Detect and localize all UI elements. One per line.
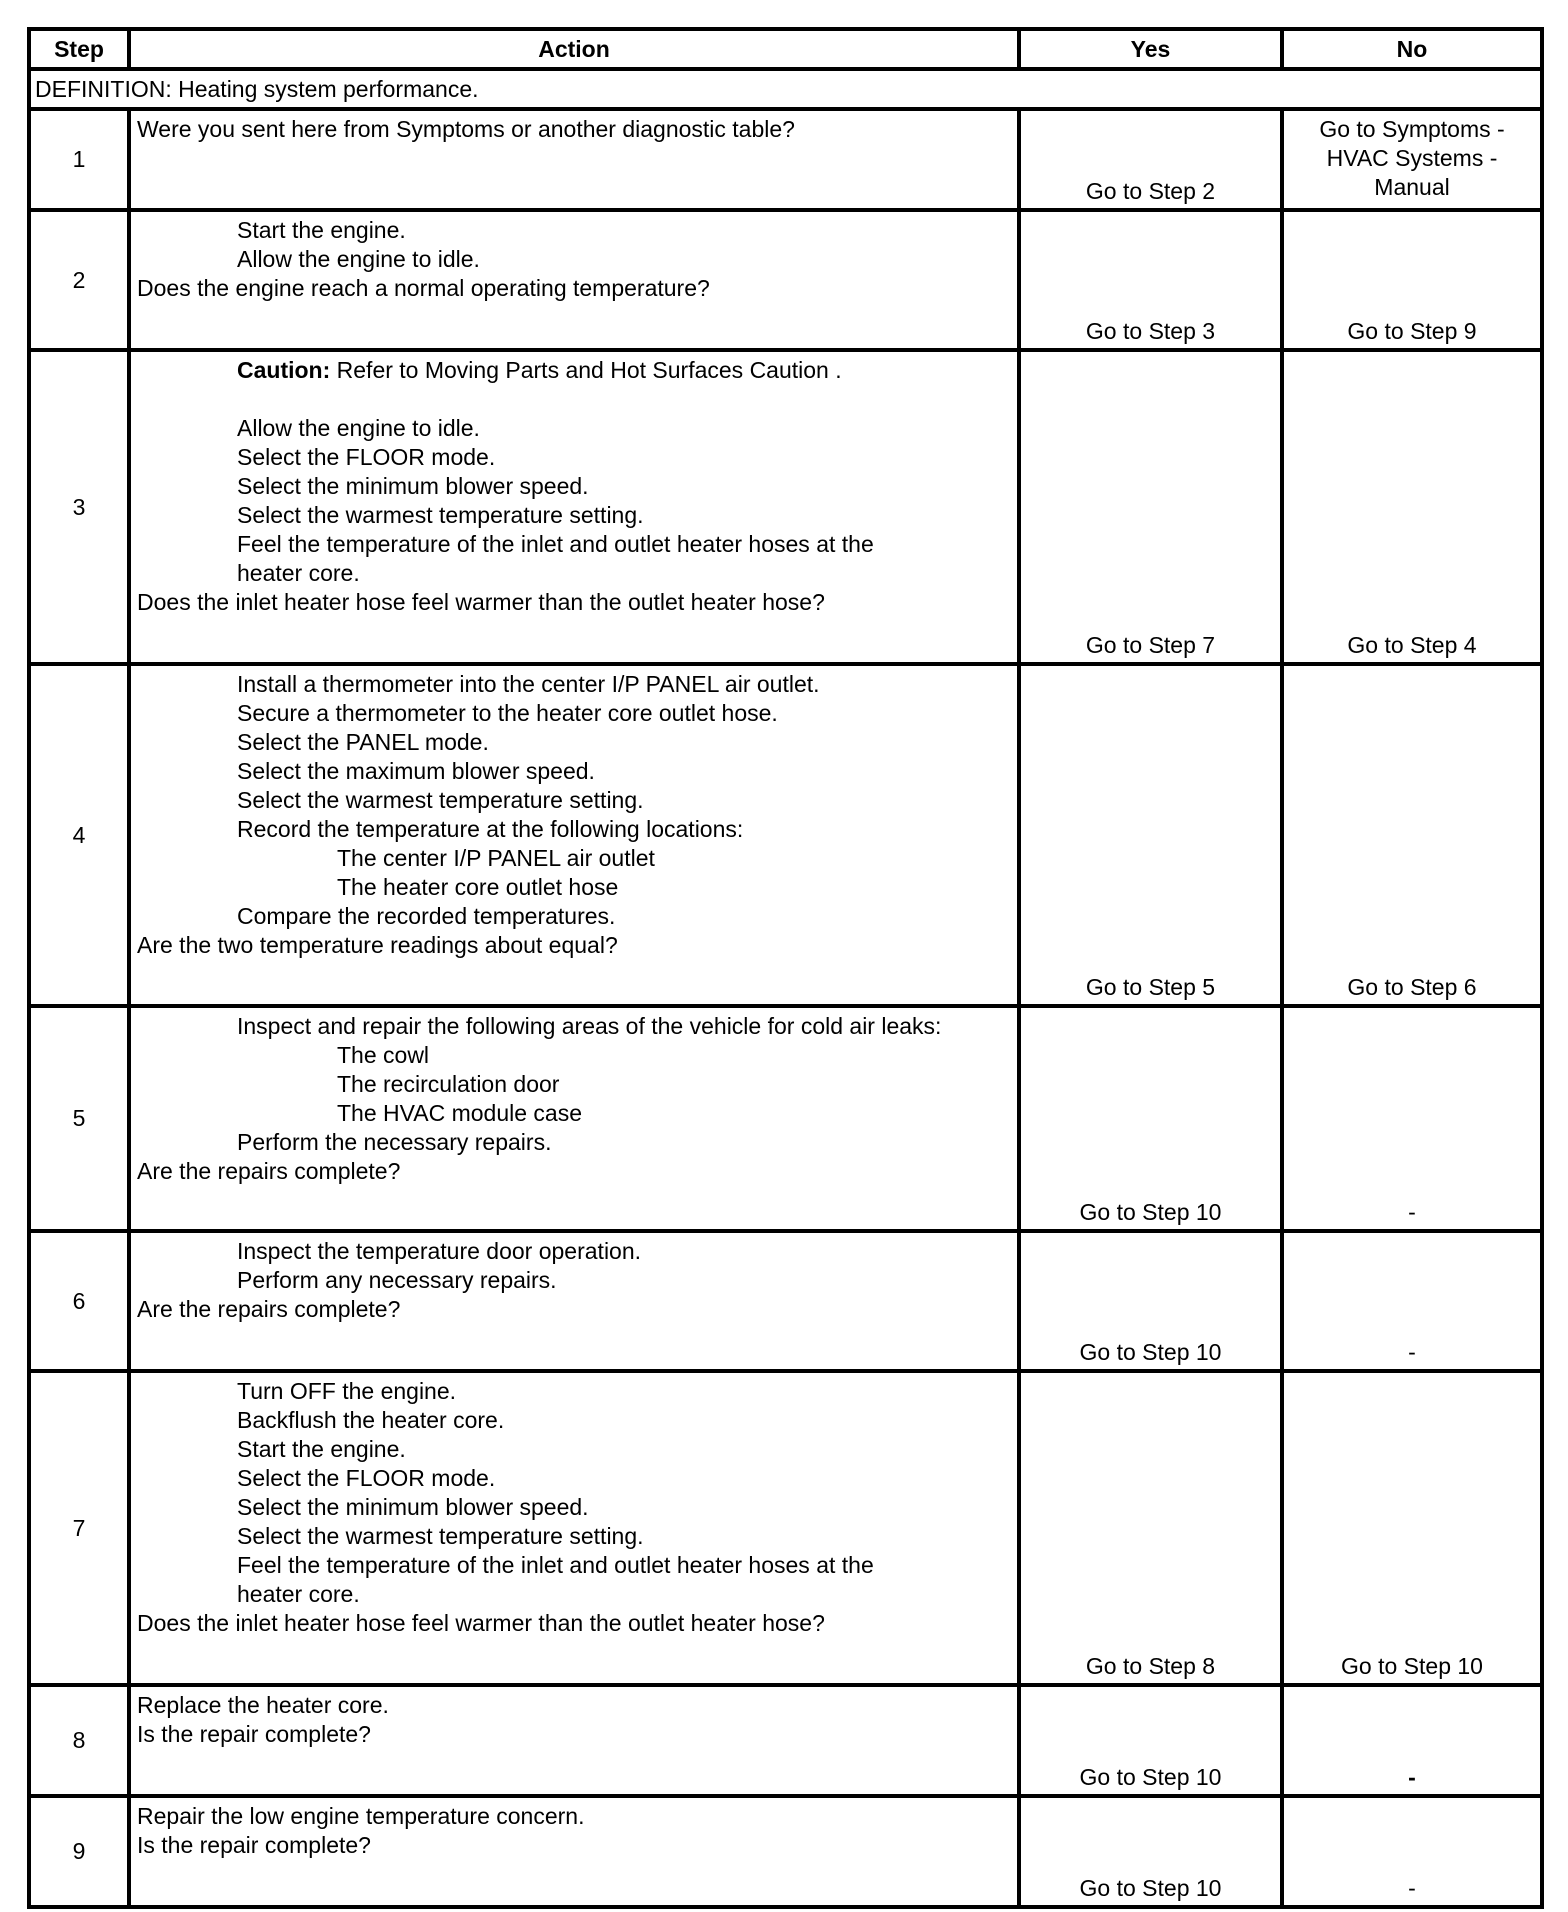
action-item: Feel the temperature of the inlet and outlet heater hoses at the [237,1552,874,1578]
action-item: Select the FLOOR mode. [237,444,496,470]
question-text: Does the engine reach a normal operating temperature? [137,275,710,301]
step-number: 5 [29,1006,129,1231]
question-text: Is the repair complete? [137,1721,371,1747]
question-text: Is the repair complete? [137,1832,371,1858]
no-cell: Go to Step 10 [1282,1371,1542,1685]
no-cell: - [1282,1231,1542,1371]
action-item: Repair the low engine temperature concern. [137,1803,585,1829]
yes-cell: Go to Step 3 [1019,210,1282,350]
caution-label: Caution: [237,357,331,383]
action-item: Backflush the heater core. [237,1407,505,1433]
action-item: Select the FLOOR mode. [237,1465,496,1491]
action-item: Feel the temperature of the inlet and outlet heater hoses at the [237,531,874,557]
header-action: Action [129,29,1019,69]
action-cell [129,1685,1019,1796]
no-cell: Go to Step 4 [1282,350,1542,664]
action-item: Record the temperature at the following locations: [237,816,744,842]
sub-action-item: The HVAC module case [337,1100,583,1126]
action-item: Allow the engine to idle. [237,246,480,272]
action-item: Replace the heater core. [137,1692,389,1718]
header-yes: Yes [1019,29,1282,69]
no-cell: Go to Symptoms - HVAC Systems - Manual [1282,109,1542,210]
question-text: Are the repairs complete? [137,1296,401,1322]
header-no: No [1282,29,1542,69]
table-row [29,210,1542,350]
sub-action-item: The recirculation door [337,1071,560,1097]
action-item: Select the minimum blower speed. [237,1494,589,1520]
table-row [29,1006,1542,1231]
step-number: 2 [29,210,129,350]
table-row [29,1685,1542,1796]
question-text: Does the inlet heater hose feel warmer than the outlet heater hose? [137,1610,825,1636]
action-item: Perform any necessary repairs. [237,1267,557,1293]
step-number: 4 [29,664,129,1006]
action-cell [129,1796,1019,1907]
no-cell: - [1282,1006,1542,1231]
action-item: Perform the necessary repairs. [237,1129,552,1155]
header-step: Step [29,29,129,69]
step-number: 1 [29,109,129,210]
step-number: 8 [29,1685,129,1796]
definition-text: DEFINITION: Heating system performance. [29,69,1542,109]
step-number: 7 [29,1371,129,1685]
action-item: Allow the engine to idle. [237,415,480,441]
action-cell [129,350,1019,664]
no-cell: Go to Step 6 [1282,664,1542,1006]
sub-action-item: The center I/P PANEL air outlet [337,845,655,871]
action-cell [129,210,1019,350]
table-row [29,1231,1542,1371]
no-cell: - [1282,1685,1542,1796]
step-number: 9 [29,1796,129,1907]
action-item: Inspect the temperature door operation. [237,1238,642,1264]
action-item: Compare the recorded temperatures. [237,903,616,929]
action-cell [129,1006,1019,1231]
table-row [29,664,1542,1006]
yes-cell: Go to Step 10 [1019,1685,1282,1796]
diagnostic-table [27,27,1544,1909]
action-cell [129,664,1019,1006]
action-item: Start the engine. [237,217,406,243]
action-item: Select the warmest temperature setting. [237,502,644,528]
action-cell [129,109,1019,210]
question-text: Are the two temperature readings about equal? [137,932,618,958]
yes-cell: Go to Step 2 [1019,109,1282,210]
yes-cell: Go to Step 10 [1019,1796,1282,1907]
table-row [29,109,1542,210]
action-item: Select the warmest temperature setting. [237,787,644,813]
action-item: Install a thermometer into the center I/P PANEL air outlet. [237,671,820,697]
yes-cell: Go to Step 8 [1019,1371,1282,1685]
no-cell: - [1282,1796,1542,1907]
sub-action-item: The heater core outlet hose [337,874,619,900]
action-cell [129,1231,1019,1371]
yes-cell: Go to Step 10 [1019,1231,1282,1371]
question-text: Does the inlet heater hose feel warmer than the outlet heater hose? [137,589,825,615]
no-cell: Go to Step 9 [1282,210,1542,350]
action-item: heater core. [237,560,360,586]
header-row [29,29,1542,69]
yes-cell: Go to Step 10 [1019,1006,1282,1231]
caution-text: Refer to Moving Parts and Hot Surfaces Caution . [330,357,842,383]
action-item: Select the PANEL mode. [237,729,489,755]
action-item: Select the minimum blower speed. [237,473,589,499]
action-item: Start the engine. [237,1436,406,1462]
action-item: Turn OFF the engine. [237,1378,457,1404]
action-item: Select the warmest temperature setting. [237,1523,644,1549]
action-item: Inspect and repair the following areas of the vehicle for cold air leaks: [237,1013,942,1039]
step-number: 3 [29,350,129,664]
yes-cell: Go to Step 5 [1019,664,1282,1006]
action-cell [129,1371,1019,1685]
sub-action-item: The cowl [337,1042,430,1068]
yes-cell: Go to Step 7 [1019,350,1282,664]
action-item: Secure a thermometer to the heater core outlet hose. [237,700,778,726]
step-number: 6 [29,1231,129,1371]
action-item: heater core. [237,1581,360,1607]
table-row [29,350,1542,664]
action-item: Select the maximum blower speed. [237,758,595,784]
caution-line [137,356,1011,385]
definition-row [29,69,1542,109]
question-text: Were you sent here from Symptoms or another diagnostic table? [137,116,795,142]
table-row [29,1371,1542,1685]
question-text: Are the repairs complete? [137,1158,401,1184]
table-row [29,1796,1542,1907]
